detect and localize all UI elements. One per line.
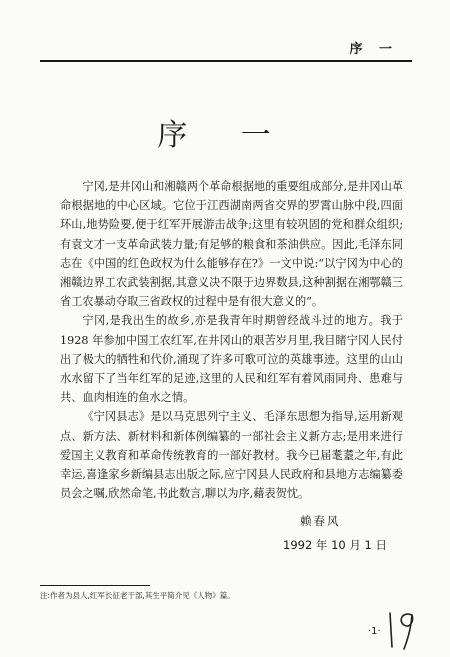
running-header: 序 一 — [349, 42, 398, 57]
handwritten-page-mark — [384, 607, 420, 651]
paragraph-3: 《宁冈县志》是以马克思列宁主义、毛泽东思想为指导,运用新观点、新方法、新材料和新体例编纂的一部社会主义新方志;是用来进行爱国主义教育和革命传统教育的一部好教材。我今已届耄耋之年,有此幸运,喜逢家乡新编县志出版之际,应宁冈县人民政府和县地方志编纂委员会之嘱,欣然命笔,书此数言,聊以为序,藉表贺忱。 — [60, 410, 403, 501]
author-signature: 赖春风 — [300, 514, 341, 528]
header-rule — [40, 60, 412, 62]
paragraph-1: 宁冈,是井冈山和湘赣两个革命根据地的重要组成部分,是井冈山革命根据地的中心区域。它位于江西湖南两省交界的罗霄山脉中段,四面环山,地势险要,便于红军开展游击战争;这里有较巩固的党和群众组织;有袁文才一支革命武装力量;有足够的粮食和茶油供应。因此,毛泽东同志在《中国的红色政权为什么能够存在?》一文中说:“以宁冈为中心的湘赣边界工农武装割据,其意义决不限于边界数县,这种割据在湘鄂赣三省工农暴动夺取三省政权的过程中是有很大意义的”。 — [60, 180, 403, 309]
footnote: 注:作者为县人,红军长征老干部,其生平简介见《人物》篇。 — [40, 591, 235, 600]
footnote-rule — [40, 585, 150, 586]
page-title: 序 一 — [157, 118, 293, 153]
paragraph-2: 宁冈,是我出生的故乡,亦是我青年时期曾经战斗过的地方。我于 1928 年参加中国工农红军,在井冈山的艰苦岁月里,我目睹宁冈人民付出了极大的牺牲和代价,涌现了许多可歌可泣的英雄事迹。这里的山山水水留下了当年红军的足迹,这里的人民和红军有着风雨同舟、患难与共、血肉相连的鱼水之情。 — [60, 314, 403, 405]
page-number: ·1· — [368, 626, 381, 637]
date-line: 1992 年 10 月 1 日 — [283, 538, 387, 552]
preface-body — [60, 177, 403, 503]
